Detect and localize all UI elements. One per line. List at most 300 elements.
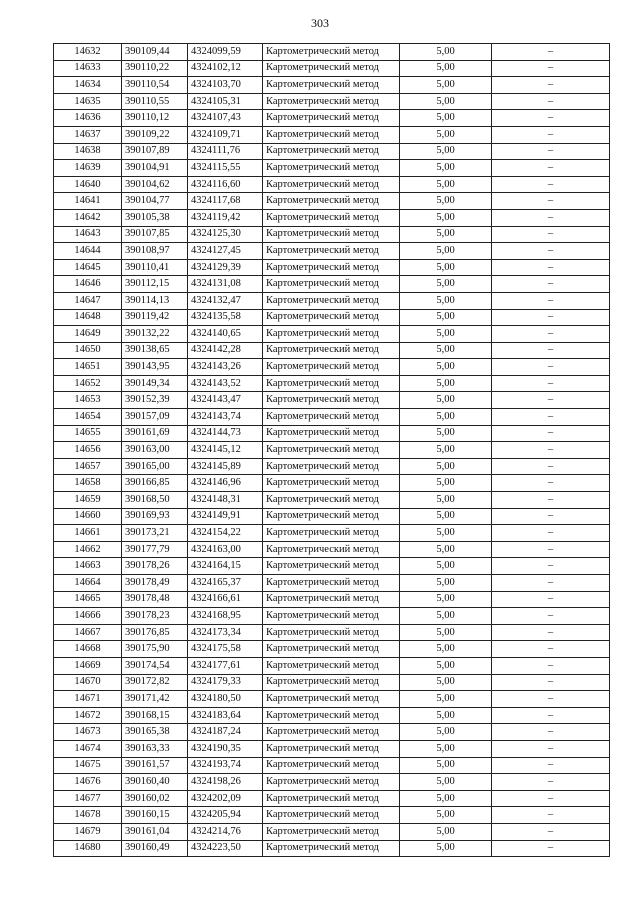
x-coordinate-cell: 390165,38	[122, 724, 188, 741]
point-number-cell: 14643	[54, 226, 122, 243]
method-cell: Картометрический метод	[263, 342, 400, 359]
method-cell: Картометрический метод	[263, 259, 400, 276]
point-number-cell: 14646	[54, 276, 122, 293]
x-coordinate-cell: 390107,85	[122, 226, 188, 243]
method-cell: Картометрический метод	[263, 840, 400, 857]
note-cell: –	[492, 292, 610, 309]
table-row	[54, 425, 610, 442]
y-coordinate-cell: 4324145,12	[188, 442, 263, 459]
x-coordinate-cell: 390178,26	[122, 558, 188, 575]
table-row	[54, 807, 610, 824]
point-number-cell: 14658	[54, 475, 122, 492]
point-number-cell: 14654	[54, 409, 122, 426]
method-cell: Картометрический метод	[263, 790, 400, 807]
point-number-cell: 14662	[54, 541, 122, 558]
x-coordinate-cell: 390149,34	[122, 375, 188, 392]
note-cell: –	[492, 143, 610, 160]
x-coordinate-cell: 390174,54	[122, 657, 188, 674]
y-coordinate-cell: 4324202,09	[188, 790, 263, 807]
x-coordinate-cell: 390168,50	[122, 492, 188, 509]
x-coordinate-cell: 390166,85	[122, 475, 188, 492]
point-number-cell: 14653	[54, 392, 122, 409]
x-coordinate-cell: 390168,15	[122, 707, 188, 724]
precision-cell: 5,00	[400, 342, 492, 359]
method-cell: Картометрический метод	[263, 458, 400, 475]
note-cell: –	[492, 342, 610, 359]
method-cell: Картометрический метод	[263, 292, 400, 309]
point-number-cell: 14634	[54, 77, 122, 94]
x-coordinate-cell: 390163,33	[122, 740, 188, 757]
precision-cell: 5,00	[400, 591, 492, 608]
x-coordinate-cell: 390110,22	[122, 60, 188, 77]
y-coordinate-cell: 4324165,37	[188, 575, 263, 592]
table-row	[54, 541, 610, 558]
y-coordinate-cell: 4324140,65	[188, 326, 263, 343]
table-row	[54, 60, 610, 77]
method-cell: Картометрический метод	[263, 707, 400, 724]
table-row	[54, 442, 610, 459]
method-cell: Картометрический метод	[263, 226, 400, 243]
precision-cell: 5,00	[400, 243, 492, 260]
note-cell: –	[492, 193, 610, 210]
note-cell: –	[492, 492, 610, 509]
method-cell: Картометрический метод	[263, 757, 400, 774]
method-cell: Картометрический метод	[263, 359, 400, 376]
x-coordinate-cell: 390160,49	[122, 840, 188, 857]
y-coordinate-cell: 4324111,76	[188, 143, 263, 160]
method-cell: Картометрический метод	[263, 657, 400, 674]
y-coordinate-cell: 4324149,91	[188, 508, 263, 525]
precision-cell: 5,00	[400, 160, 492, 177]
y-coordinate-cell: 4324164,15	[188, 558, 263, 575]
point-number-cell: 14639	[54, 160, 122, 177]
point-number-cell: 14673	[54, 724, 122, 741]
point-number-cell: 14655	[54, 425, 122, 442]
method-cell: Картометрический метод	[263, 110, 400, 127]
precision-cell: 5,00	[400, 558, 492, 575]
note-cell: –	[492, 209, 610, 226]
point-number-cell: 14661	[54, 525, 122, 542]
x-coordinate-cell: 390109,44	[122, 44, 188, 61]
method-cell: Картометрический метод	[263, 276, 400, 293]
note-cell: –	[492, 558, 610, 575]
table-row	[54, 375, 610, 392]
x-coordinate-cell: 390110,41	[122, 259, 188, 276]
note-cell: –	[492, 674, 610, 691]
method-cell: Картометрический метод	[263, 508, 400, 525]
x-coordinate-cell: 390104,91	[122, 160, 188, 177]
table-row	[54, 575, 610, 592]
coordinates-table	[53, 43, 610, 857]
point-number-cell: 14660	[54, 508, 122, 525]
point-number-cell: 14671	[54, 691, 122, 708]
method-cell: Картометрический метод	[263, 674, 400, 691]
table-row	[54, 243, 610, 260]
method-cell: Картометрический метод	[263, 409, 400, 426]
y-coordinate-cell: 4324168,95	[188, 608, 263, 625]
table-row	[54, 292, 610, 309]
y-coordinate-cell: 4324132,47	[188, 292, 263, 309]
x-coordinate-cell: 390104,62	[122, 176, 188, 193]
table-row	[54, 757, 610, 774]
method-cell: Картометрический метод	[263, 541, 400, 558]
table-row	[54, 77, 610, 94]
table-row	[54, 840, 610, 857]
precision-cell: 5,00	[400, 724, 492, 741]
precision-cell: 5,00	[400, 740, 492, 757]
note-cell: –	[492, 840, 610, 857]
method-cell: Картометрический метод	[263, 774, 400, 791]
x-coordinate-cell: 390132,22	[122, 326, 188, 343]
y-coordinate-cell: 4324143,52	[188, 375, 263, 392]
precision-cell: 5,00	[400, 674, 492, 691]
table-row	[54, 193, 610, 210]
y-coordinate-cell: 4324146,96	[188, 475, 263, 492]
precision-cell: 5,00	[400, 409, 492, 426]
point-number-cell: 14670	[54, 674, 122, 691]
point-number-cell: 14665	[54, 591, 122, 608]
method-cell: Картометрический метод	[263, 143, 400, 160]
precision-cell: 5,00	[400, 442, 492, 459]
x-coordinate-cell: 390163,00	[122, 442, 188, 459]
x-coordinate-cell: 390109,22	[122, 126, 188, 143]
y-coordinate-cell: 4324143,47	[188, 392, 263, 409]
precision-cell: 5,00	[400, 93, 492, 110]
precision-cell: 5,00	[400, 774, 492, 791]
y-coordinate-cell: 4324145,89	[188, 458, 263, 475]
y-coordinate-cell: 4324115,55	[188, 160, 263, 177]
table-row	[54, 657, 610, 674]
table-row	[54, 624, 610, 641]
note-cell: –	[492, 508, 610, 525]
note-cell: –	[492, 624, 610, 641]
table-row	[54, 259, 610, 276]
method-cell: Картометрический метод	[263, 77, 400, 94]
point-number-cell: 14664	[54, 575, 122, 592]
precision-cell: 5,00	[400, 541, 492, 558]
y-coordinate-cell: 4324163,00	[188, 541, 263, 558]
note-cell: –	[492, 375, 610, 392]
method-cell: Картометрический метод	[263, 44, 400, 61]
table-row	[54, 591, 610, 608]
x-coordinate-cell: 390178,49	[122, 575, 188, 592]
precision-cell: 5,00	[400, 392, 492, 409]
table-row	[54, 790, 610, 807]
point-number-cell: 14669	[54, 657, 122, 674]
y-coordinate-cell: 4324142,28	[188, 342, 263, 359]
table-row	[54, 409, 610, 426]
y-coordinate-cell: 4324198,26	[188, 774, 263, 791]
note-cell: –	[492, 641, 610, 658]
method-cell: Картометрический метод	[263, 558, 400, 575]
point-number-cell: 14659	[54, 492, 122, 509]
point-number-cell: 14648	[54, 309, 122, 326]
method-cell: Картометрический метод	[263, 492, 400, 509]
note-cell: –	[492, 259, 610, 276]
precision-cell: 5,00	[400, 77, 492, 94]
x-coordinate-cell: 390176,85	[122, 624, 188, 641]
y-coordinate-cell: 4324144,73	[188, 425, 263, 442]
x-coordinate-cell: 390114,13	[122, 292, 188, 309]
y-coordinate-cell: 4324173,34	[188, 624, 263, 641]
y-coordinate-cell: 4324148,31	[188, 492, 263, 509]
note-cell: –	[492, 77, 610, 94]
point-number-cell: 14638	[54, 143, 122, 160]
method-cell: Картометрический метод	[263, 375, 400, 392]
note-cell: –	[492, 126, 610, 143]
note-cell: –	[492, 525, 610, 542]
table-row	[54, 608, 610, 625]
note-cell: –	[492, 575, 610, 592]
table-row	[54, 326, 610, 343]
note-cell: –	[492, 707, 610, 724]
point-number-cell: 14644	[54, 243, 122, 260]
method-cell: Картометрический метод	[263, 442, 400, 459]
note-cell: –	[492, 591, 610, 608]
y-coordinate-cell: 4324131,08	[188, 276, 263, 293]
note-cell: –	[492, 243, 610, 260]
x-coordinate-cell: 390161,57	[122, 757, 188, 774]
x-coordinate-cell: 390143,95	[122, 359, 188, 376]
precision-cell: 5,00	[400, 840, 492, 857]
page-number: 303	[311, 16, 329, 30]
x-coordinate-cell: 390161,69	[122, 425, 188, 442]
point-number-cell: 14647	[54, 292, 122, 309]
x-coordinate-cell: 390171,42	[122, 691, 188, 708]
table-row	[54, 508, 610, 525]
note-cell: –	[492, 475, 610, 492]
y-coordinate-cell: 4324105,31	[188, 93, 263, 110]
point-number-cell: 14679	[54, 823, 122, 840]
table-row	[54, 143, 610, 160]
point-number-cell: 14667	[54, 624, 122, 641]
method-cell: Картометрический метод	[263, 691, 400, 708]
table-row	[54, 458, 610, 475]
table-row	[54, 209, 610, 226]
note-cell: –	[492, 276, 610, 293]
x-coordinate-cell: 390107,89	[122, 143, 188, 160]
precision-cell: 5,00	[400, 475, 492, 492]
method-cell: Картометрический метод	[263, 392, 400, 409]
method-cell: Картометрический метод	[263, 60, 400, 77]
x-coordinate-cell: 390157,09	[122, 409, 188, 426]
table-row	[54, 160, 610, 177]
method-cell: Картометрический метод	[263, 176, 400, 193]
table-row	[54, 492, 610, 509]
x-coordinate-cell: 390108,97	[122, 243, 188, 260]
note-cell: –	[492, 823, 610, 840]
y-coordinate-cell: 4324135,58	[188, 309, 263, 326]
table-row	[54, 44, 610, 61]
x-coordinate-cell: 390110,12	[122, 110, 188, 127]
precision-cell: 5,00	[400, 110, 492, 127]
note-cell: –	[492, 359, 610, 376]
note-cell: –	[492, 774, 610, 791]
precision-cell: 5,00	[400, 823, 492, 840]
method-cell: Картометрический метод	[263, 309, 400, 326]
method-cell: Картометрический метод	[263, 641, 400, 658]
point-number-cell: 14675	[54, 757, 122, 774]
y-coordinate-cell: 4324154,22	[188, 525, 263, 542]
method-cell: Картометрический метод	[263, 326, 400, 343]
precision-cell: 5,00	[400, 60, 492, 77]
method-cell: Картометрический метод	[263, 126, 400, 143]
point-number-cell: 14642	[54, 209, 122, 226]
note-cell: –	[492, 44, 610, 61]
x-coordinate-cell: 390152,39	[122, 392, 188, 409]
precision-cell: 5,00	[400, 143, 492, 160]
table-row	[54, 774, 610, 791]
y-coordinate-cell: 4324190,35	[188, 740, 263, 757]
table-row	[54, 823, 610, 840]
method-cell: Картометрический метод	[263, 475, 400, 492]
method-cell: Картометрический метод	[263, 525, 400, 542]
point-number-cell: 14635	[54, 93, 122, 110]
x-coordinate-cell: 390161,04	[122, 823, 188, 840]
point-number-cell: 14676	[54, 774, 122, 791]
method-cell: Картометрический метод	[263, 425, 400, 442]
note-cell: –	[492, 409, 610, 426]
x-coordinate-cell: 390173,21	[122, 525, 188, 542]
point-number-cell: 14680	[54, 840, 122, 857]
y-coordinate-cell: 4324099,59	[188, 44, 263, 61]
x-coordinate-cell: 390178,23	[122, 608, 188, 625]
table-row	[54, 309, 610, 326]
table-row	[54, 126, 610, 143]
x-coordinate-cell: 390160,15	[122, 807, 188, 824]
table-row	[54, 525, 610, 542]
precision-cell: 5,00	[400, 259, 492, 276]
method-cell: Картометрический метод	[263, 160, 400, 177]
y-coordinate-cell: 4324109,71	[188, 126, 263, 143]
x-coordinate-cell: 390119,42	[122, 309, 188, 326]
y-coordinate-cell: 4324129,39	[188, 259, 263, 276]
note-cell: –	[492, 442, 610, 459]
y-coordinate-cell: 4324143,26	[188, 359, 263, 376]
method-cell: Картометрический метод	[263, 209, 400, 226]
note-cell: –	[492, 309, 610, 326]
point-number-cell: 14666	[54, 608, 122, 625]
table-row	[54, 276, 610, 293]
precision-cell: 5,00	[400, 508, 492, 525]
note-cell: –	[492, 657, 610, 674]
method-cell: Картометрический метод	[263, 608, 400, 625]
x-coordinate-cell: 390160,02	[122, 790, 188, 807]
note-cell: –	[492, 226, 610, 243]
point-number-cell: 14640	[54, 176, 122, 193]
method-cell: Картометрический метод	[263, 807, 400, 824]
table-row	[54, 475, 610, 492]
y-coordinate-cell: 4324179,33	[188, 674, 263, 691]
method-cell: Картометрический метод	[263, 624, 400, 641]
precision-cell: 5,00	[400, 624, 492, 641]
note-cell: –	[492, 790, 610, 807]
precision-cell: 5,00	[400, 375, 492, 392]
table-row	[54, 226, 610, 243]
point-number-cell: 14650	[54, 342, 122, 359]
note-cell: –	[492, 691, 610, 708]
point-number-cell: 14632	[54, 44, 122, 61]
note-cell: –	[492, 757, 610, 774]
point-number-cell: 14645	[54, 259, 122, 276]
x-coordinate-cell: 390169,93	[122, 508, 188, 525]
x-coordinate-cell: 390160,40	[122, 774, 188, 791]
y-coordinate-cell: 4324119,42	[188, 209, 263, 226]
y-coordinate-cell: 4324127,45	[188, 243, 263, 260]
y-coordinate-cell: 4324214,76	[188, 823, 263, 840]
note-cell: –	[492, 326, 610, 343]
y-coordinate-cell: 4324116,60	[188, 176, 263, 193]
method-cell: Картометрический метод	[263, 575, 400, 592]
x-coordinate-cell: 390104,77	[122, 193, 188, 210]
note-cell: –	[492, 392, 610, 409]
precision-cell: 5,00	[400, 790, 492, 807]
table-row	[54, 558, 610, 575]
y-coordinate-cell: 4324166,61	[188, 591, 263, 608]
note-cell: –	[492, 160, 610, 177]
y-coordinate-cell: 4324143,74	[188, 409, 263, 426]
table-row	[54, 93, 610, 110]
x-coordinate-cell: 390138,65	[122, 342, 188, 359]
note-cell: –	[492, 458, 610, 475]
precision-cell: 5,00	[400, 492, 492, 509]
method-cell: Картометрический метод	[263, 724, 400, 741]
note-cell: –	[492, 541, 610, 558]
point-number-cell: 14657	[54, 458, 122, 475]
y-coordinate-cell: 4324125,30	[188, 226, 263, 243]
table-row	[54, 359, 610, 376]
point-number-cell: 14678	[54, 807, 122, 824]
precision-cell: 5,00	[400, 608, 492, 625]
x-coordinate-cell: 390177,79	[122, 541, 188, 558]
precision-cell: 5,00	[400, 525, 492, 542]
point-number-cell: 14637	[54, 126, 122, 143]
point-number-cell: 14668	[54, 641, 122, 658]
precision-cell: 5,00	[400, 575, 492, 592]
y-coordinate-cell: 4324117,68	[188, 193, 263, 210]
precision-cell: 5,00	[400, 309, 492, 326]
precision-cell: 5,00	[400, 458, 492, 475]
note-cell: –	[492, 93, 610, 110]
y-coordinate-cell: 4324175,58	[188, 641, 263, 658]
note-cell: –	[492, 176, 610, 193]
y-coordinate-cell: 4324183,64	[188, 707, 263, 724]
precision-cell: 5,00	[400, 359, 492, 376]
point-number-cell: 14633	[54, 60, 122, 77]
x-coordinate-cell: 390112,15	[122, 276, 188, 293]
precision-cell: 5,00	[400, 126, 492, 143]
point-number-cell: 14663	[54, 558, 122, 575]
point-number-cell: 14636	[54, 110, 122, 127]
precision-cell: 5,00	[400, 657, 492, 674]
table-row	[54, 691, 610, 708]
point-number-cell: 14651	[54, 359, 122, 376]
y-coordinate-cell: 4324187,24	[188, 724, 263, 741]
table-body	[54, 44, 610, 857]
precision-cell: 5,00	[400, 226, 492, 243]
note-cell: –	[492, 740, 610, 757]
method-cell: Картометрический метод	[263, 591, 400, 608]
precision-cell: 5,00	[400, 326, 492, 343]
point-number-cell: 14656	[54, 442, 122, 459]
precision-cell: 5,00	[400, 276, 492, 293]
table-row	[54, 724, 610, 741]
table-row	[54, 110, 610, 127]
point-number-cell: 14641	[54, 193, 122, 210]
point-number-cell: 14674	[54, 740, 122, 757]
note-cell: –	[492, 724, 610, 741]
y-coordinate-cell: 4324223,50	[188, 840, 263, 857]
